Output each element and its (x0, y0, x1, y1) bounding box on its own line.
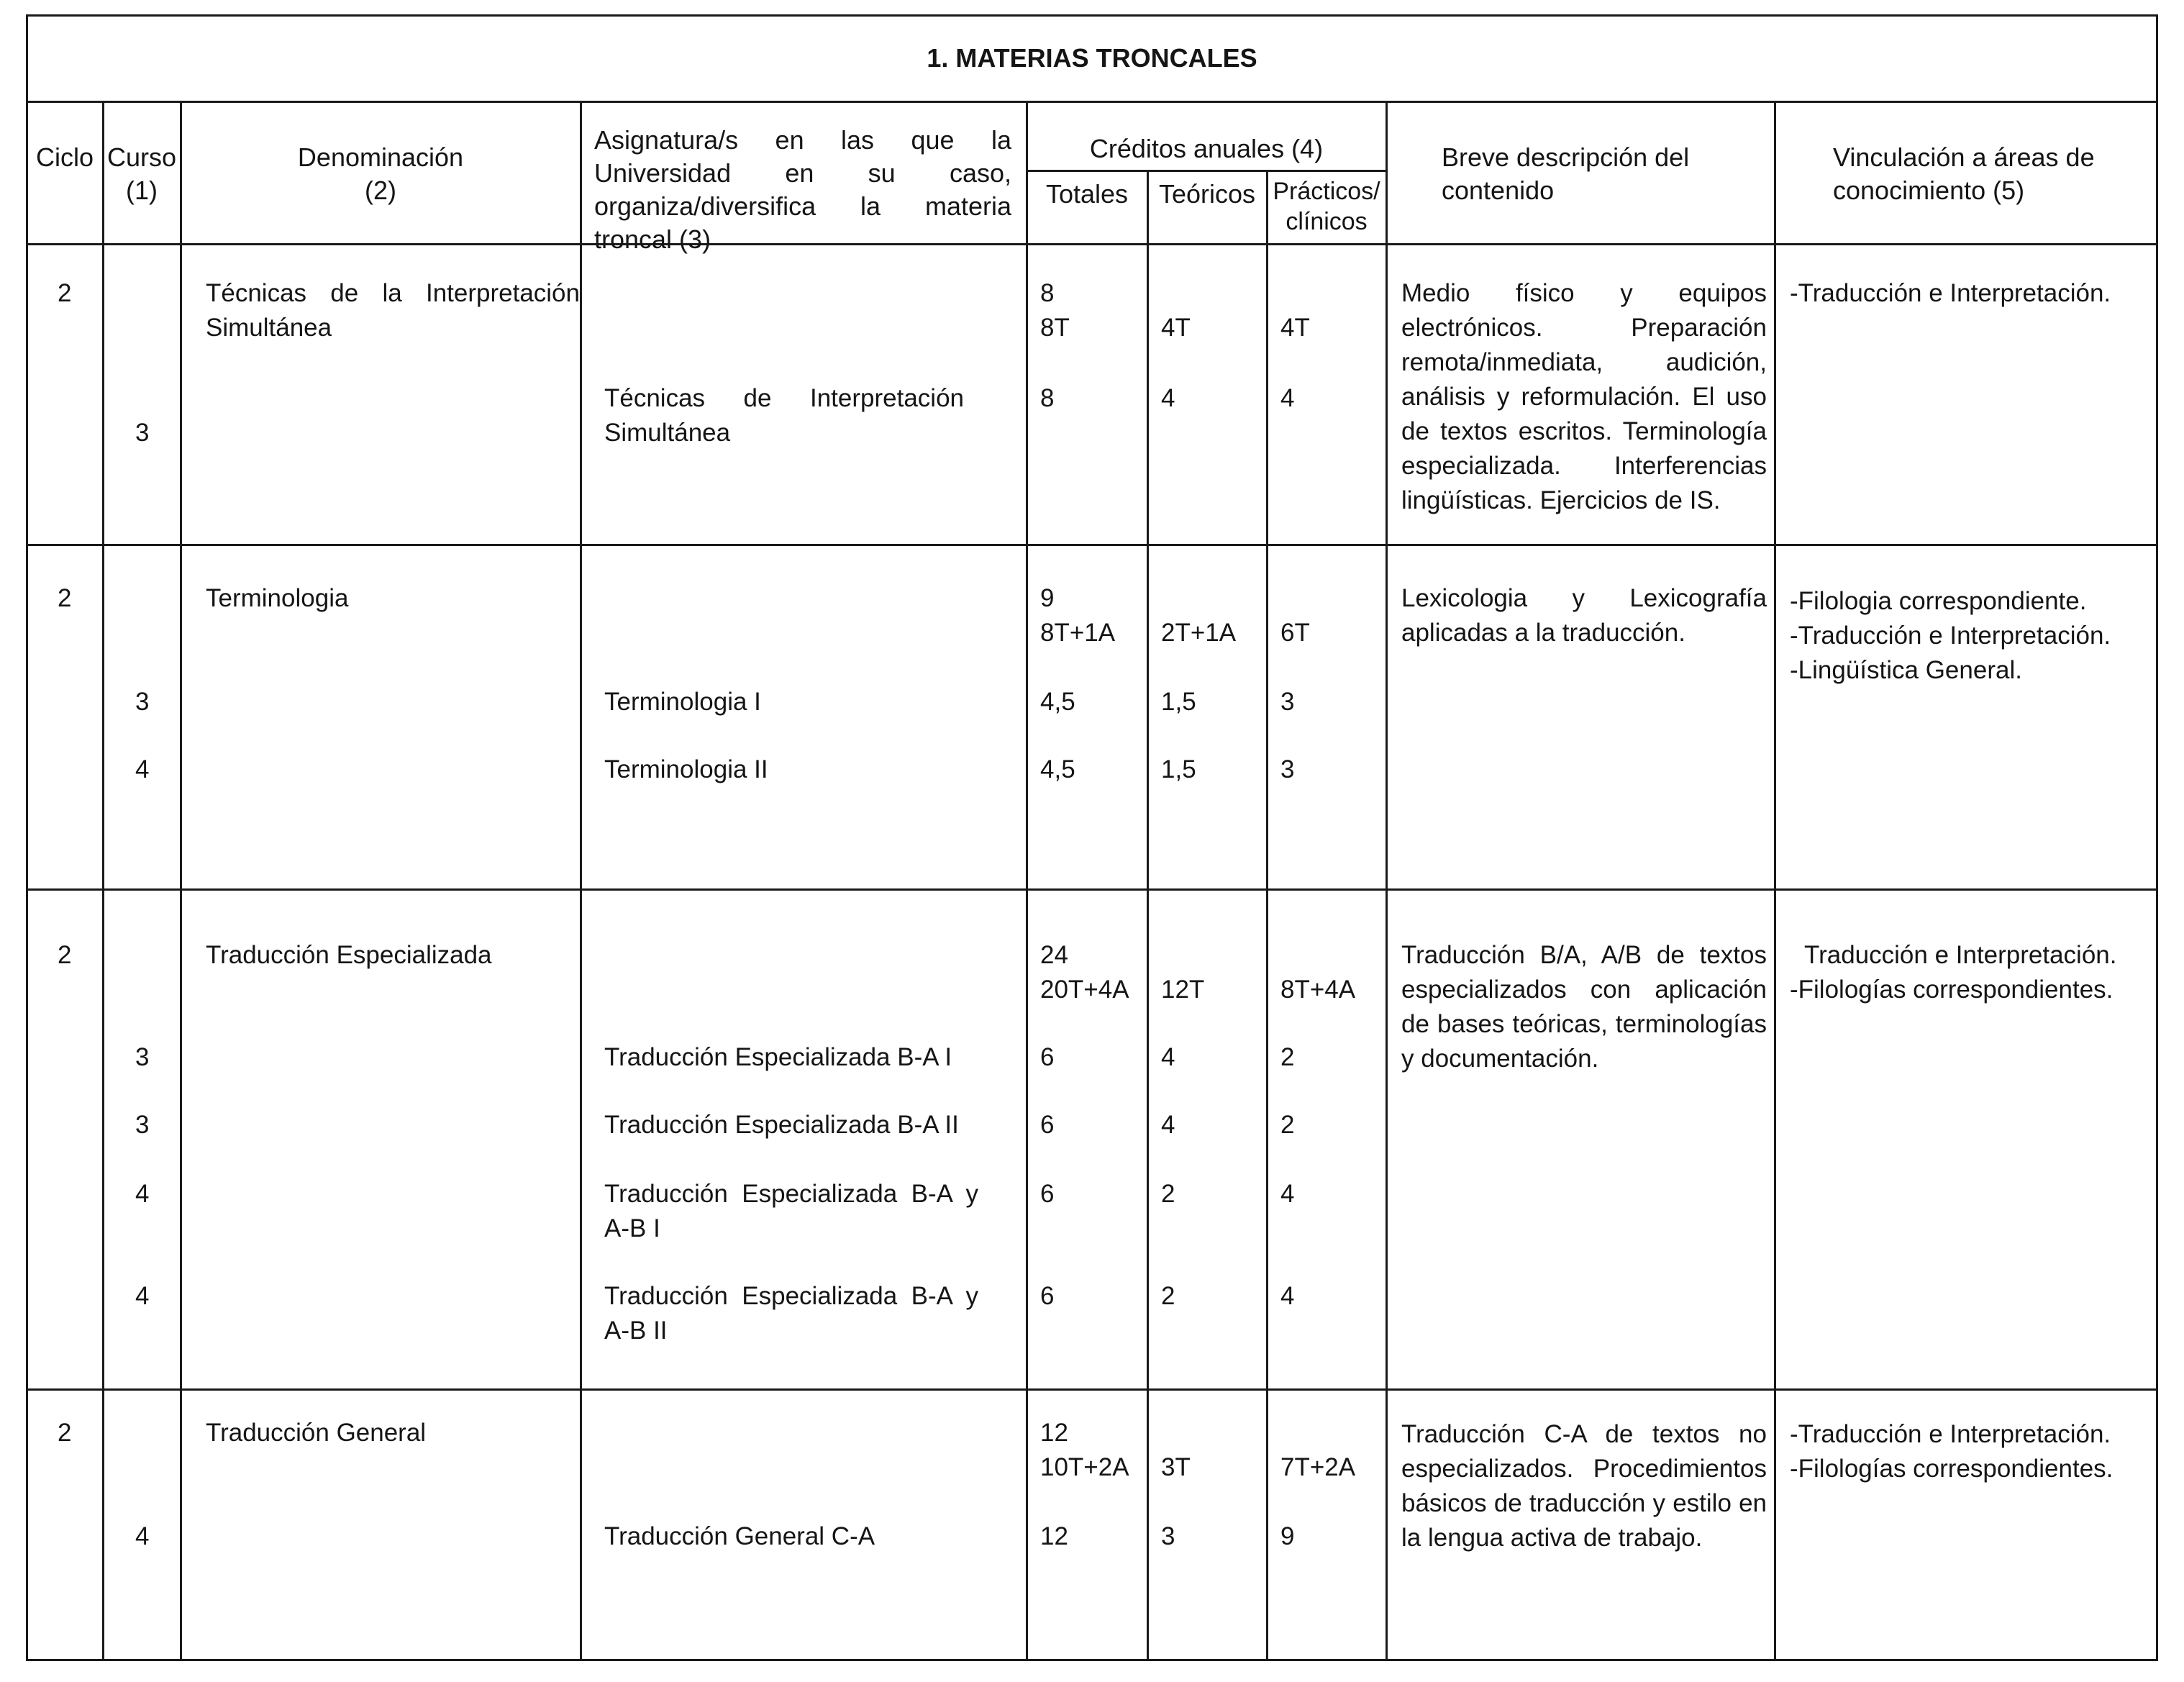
teoricos-cell: 12T (1161, 976, 1205, 1004)
rule (26, 14, 28, 1661)
asignatura-teoricos: 4 (1161, 1043, 1175, 1071)
header-clinicos: clínicos (1286, 208, 1368, 235)
asignatura-cell: Traducción Especializada B-A y A-B II (604, 1282, 978, 1345)
totales-desglose-cell: 20T+4A (1040, 976, 1129, 1004)
asignatura-practicos: 3 (1280, 688, 1295, 716)
asignatura-totales: 4,5 (1040, 755, 1075, 783)
practicos-cell: 8T+4A (1280, 976, 1356, 1004)
asignatura-practicos: 4 (1280, 384, 1295, 412)
asignatura-teoricos: 1,5 (1161, 755, 1196, 783)
table-title: 1. MATERIAS TRONCALES (927, 43, 1257, 73)
header-teoricos: Teóricos (1158, 179, 1256, 209)
asignatura-practicos: 9 (1280, 1522, 1295, 1550)
asignatura-teoricos: 4 (1161, 384, 1175, 412)
denominacion-cell: Terminologia (206, 584, 349, 612)
curso-cell: 4 (135, 755, 150, 783)
header-creditos: Créditos anuales (4) (1089, 134, 1324, 163)
rule (1266, 170, 1268, 1661)
teoricos-cell: 3T (1161, 1453, 1191, 1481)
totales-cell: 8 (1040, 279, 1055, 307)
rule (1386, 101, 1388, 1661)
totales-cell: 12 (1040, 1419, 1068, 1447)
practicos-cell: 4T (1280, 314, 1310, 342)
rule (102, 101, 104, 1661)
totales-desglose-cell: 8T (1040, 314, 1070, 342)
practicos-cell: 6T (1280, 619, 1310, 647)
vinculacion-line: -Traducción e Interpretación. (1790, 1420, 2111, 1448)
asignatura-totales: 6 (1040, 1111, 1055, 1139)
ciclo-cell: 2 (58, 1419, 72, 1447)
rule (2156, 14, 2158, 1661)
asignatura-totales: 6 (1040, 1282, 1055, 1310)
descripcion-cell: Traducción C-A de textos no especializados. Procedimientos básicos de traducción y estilo en la lengua activa de trabajo. (1401, 1420, 1767, 1552)
curso-cell: 3 (135, 1111, 150, 1139)
asignatura-totales: 12 (1040, 1522, 1068, 1550)
rule (26, 1388, 2158, 1391)
totales-desglose-cell: 8T+1A (1040, 619, 1116, 647)
totales-cell: 24 (1040, 941, 1068, 969)
descripcion-cell: Lexicologia y Lexicografía aplicadas a la traducción. (1401, 584, 1767, 647)
asignatura-cell: Traducción General C-A (604, 1522, 875, 1550)
vinculacion-line: -Filologías correspondientes. (1790, 976, 2114, 1004)
curso-cell: 4 (135, 1180, 150, 1208)
rule (26, 101, 2158, 103)
asignatura-cell: Técnicas de Interpretación Simultánea (604, 384, 964, 447)
rule (26, 544, 2158, 546)
asignatura-cell: Traducción Especializada B-A y A-B I (604, 1180, 978, 1242)
header-descripcion: Breve descripción del contenido (1442, 142, 1690, 205)
rule (26, 243, 2158, 245)
rule (1147, 170, 1149, 1661)
vinculacion-line: -Traducción e Interpretación. (1790, 622, 2111, 650)
header-practicos: Prácticos/ (1273, 178, 1380, 205)
curso-cell: 4 (135, 1282, 150, 1310)
asignatura-teoricos: 2 (1161, 1180, 1175, 1208)
curso-cell: 3 (135, 688, 150, 716)
header-asignatura: Asignatura/s en las que la Universidad en su caso, organiza/diversifica la materia troncal (3) (594, 125, 1011, 254)
vinculacion-line: -Filologia correspondiente. (1790, 587, 2087, 615)
descripcion-cell: Medio físico y equipos electrónicos. Preparación remota/inmediata, audición, análisis y reformulación. El uso de textos escritos. Terminología especializada. Interferencias lingüísticas. Ejercicios de IS. (1401, 279, 1767, 514)
rule (1774, 101, 1776, 1661)
asignatura-totales: 4,5 (1040, 688, 1075, 716)
vinculacion-line: -Filologías correspondientes. (1790, 1455, 2114, 1483)
rule (580, 101, 582, 1661)
rule (1026, 170, 1386, 172)
curso-cell: 3 (135, 1043, 150, 1071)
denominacion-cell: Técnicas de la Interpretación Simultánea (206, 279, 580, 342)
asignatura-teoricos: 2 (1161, 1282, 1175, 1310)
header-totales: Totales (1045, 179, 1129, 209)
rule (1026, 101, 1028, 1661)
asignatura-teoricos: 3 (1161, 1522, 1175, 1550)
asignatura-teoricos: 4 (1161, 1111, 1175, 1139)
asignatura-cell: Terminologia II (604, 755, 768, 783)
vinculacion-line: -Lingüística General. (1790, 656, 2022, 684)
curso-cell: 4 (135, 1522, 150, 1550)
denominacion-cell: Traducción Especializada (206, 941, 492, 969)
header-denominacion-note: (2) (365, 176, 396, 205)
rule (26, 14, 2158, 17)
header-denominacion: Denominación (297, 142, 464, 172)
asignatura-totales: 6 (1040, 1180, 1055, 1208)
ciclo-cell: 2 (58, 941, 72, 969)
practicos-cell: 7T+2A (1280, 1453, 1356, 1481)
vinculacion-line: -Traducción e Interpretación. (1790, 279, 2111, 307)
rule (26, 1659, 2158, 1661)
asignatura-practicos: 3 (1280, 755, 1295, 783)
rule (180, 101, 182, 1661)
header-curso-note: (1) (126, 176, 158, 205)
header-ciclo: Ciclo (35, 142, 94, 172)
totales-cell: 9 (1040, 584, 1055, 612)
asignatura-practicos: 2 (1280, 1043, 1295, 1071)
curso-cell: 3 (135, 419, 150, 447)
asignatura-cell: Traducción Especializada B-A I (604, 1043, 952, 1071)
asignatura-cell: Terminologia I (604, 688, 761, 716)
asignatura-teoricos: 1,5 (1161, 688, 1196, 716)
denominacion-cell: Traducción General (206, 1419, 427, 1447)
descripcion-cell: Traducción B/A, A/B de textos especializados con aplicación de bases teóricas, terminologías y documentación. (1401, 941, 1767, 1073)
ciclo-cell: 2 (58, 584, 72, 612)
header-curso: Curso (106, 142, 177, 172)
vinculacion-line: Traducción e Interpretación. (1804, 941, 2117, 969)
rule (26, 888, 2158, 891)
teoricos-cell: 2T+1A (1161, 619, 1237, 647)
ciclo-cell: 2 (58, 279, 72, 307)
asignatura-totales: 8 (1040, 384, 1055, 412)
asignatura-practicos: 2 (1280, 1111, 1295, 1139)
header-vinculacion: Vinculación a áreas de conocimiento (5) (1833, 142, 2095, 205)
teoricos-cell: 4T (1161, 314, 1191, 342)
asignatura-totales: 6 (1040, 1043, 1055, 1071)
asignatura-practicos: 4 (1280, 1180, 1295, 1208)
asignatura-cell: Traducción Especializada B-A II (604, 1111, 959, 1139)
totales-desglose-cell: 10T+2A (1040, 1453, 1129, 1481)
asignatura-practicos: 4 (1280, 1282, 1295, 1310)
